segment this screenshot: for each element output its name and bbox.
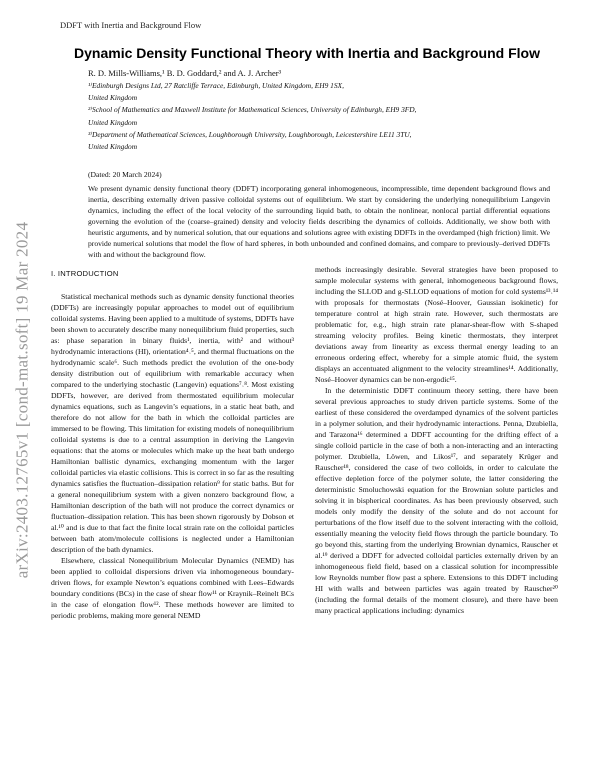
- affiliation-line: United Kingdom: [88, 142, 138, 152]
- body-paragraph: In the deterministic DDFT continuum theory setting, there have been several previous approaches to study driven particle systems. Some of the earliest of these considered the overdamped dynamics of the solvent particles in a polymer solution, and their hydrodynamic interactions. Penna, Dzubiella, and Tarazona¹⁶ determined a DDFT accounting for the drifting effect of a single colloid particle in the case of both a non-interacting and an interacting polymer. Dzubiella, Löwen, and Likos¹⁷, and separately Krüger and Rauscher¹⁸, considered the case of two colloids, in order to calculate the effective depletion force of the polymer solute, the latter considering the deterministic Smoluchowski equation for the Brownian solute particles and solving it in bispherical coordinates. As has been previously observed, such models only modify the density of the solute and do not account for perturbations of the flow itself due to the solvent interacting with the colloid, essentially meaning the velocity field flows through the particle boundary. To go beyond this, starting from the underlying Brownian dynamics, Rauscher et al.¹⁹ derived a DDFT for advected colloidal particles externally driven by an inhomogeneous field field, based on a classical solution for incompressible low Reynolds number flow past a sphere. Extensions to this DDFT including HI with walls and between particles was again treated by Rauscher²⁰ (including the formal details of the moment closure), and there have been many practical applications including: dynamics: [315, 386, 558, 615]
- affiliation-line: ¹⁾Edinburgh Designs Ltd, 27 Ratcliffe Terrace, Edinburgh, United Kingdom, EH9 1SX,: [88, 81, 344, 90]
- arxiv-identifier-stamp: [4, 120, 40, 680]
- body-paragraph: methods increasingly desirable. Several strategies have been proposed to sample molecular systems with general, inhomogeneous background flows, including the SLLOD and g-SLLOD equations of motion for cold systems¹³˒¹⁴ with proposals for thermostats (Nosé–Hoover, Gaussian isokinetic) for temperature control at high strain rate. However, such thermostats are problematic for, e.g., high strain rate planar-shear-flow with S-shaped streaming velocity profiles. Being kinetic thermostats, they interpret deviations away from linearity as excess thermal energy leading to an erroneous ordering effect, whereby for a simple atomic fluid, the system displays an accentuated alignment to the velocity streamlines¹⁴. Additionally, Nosé–Hoover dynamics can be non-ergodic¹⁵.: [315, 265, 558, 384]
- author-list: R. D. Mills-Williams,¹ B. D. Goddard,² and A. J. Archer³: [88, 68, 282, 78]
- affiliation-line: ³⁾Department of Mathematical Sciences, Loughborough University, Loughborough, Leicestershire LE11 3TU,: [88, 129, 412, 139]
- affiliation-line: United Kingdom: [88, 117, 138, 127]
- body-paragraph: Elsewhere, classical Nonequilibrium Molecular Dynamics (NEMD) has been applied to colloidal dispersions driven via inhomogeneous boundary-driven flows, for example Newton’s equations combined with Lees–Edwards boundary conditions (BCs) in the case of shear flow¹¹ or Kraynik–Reinelt BCs in the case of elongation flow¹². These methods however are limited to periodic problems, making more general NEMD: [51, 556, 294, 620]
- left-column: [51, 264, 294, 621]
- affiliations: [88, 80, 548, 153]
- abstract: We present dynamic density functional theory (DDFT) incorporating general inhomogeneous, incompressible, time dependent background flows and inertia, describing externally driven passive colloidal systems out of equilibrium. We start by considering the underlying nonequilibrium Langevin dynamics, including the effect of the local velocity of the surrounding liquid bath, to obtain the nonlinear, nonlocal partial differential equations governing the evolution of the (coarse–grained) density and velocity fields describing the dynamics of colloids. Additionally, we show both with heuristic arguments, and by numerical solution, that our equations and solutions agree with existing DDFTs in the overdamped (high friction) limit. We provide numerical solutions that model the flow of hard spheres, in both unbounded and confined domains, and compare to previously–derived DDFTs with and without the background flow.: [88, 184, 550, 259]
- arxiv-identifier-text: arXiv:2403.12765v1 [cond-mat.soft] 19 Mar 2024: [12, 221, 32, 579]
- dated-line: (Dated: 20 March 2024): [88, 170, 162, 179]
- affiliation-line: ²⁾School of Mathematics and Maxwell Institute for Mathematical Sciences, University of Edinburgh, EH9 3FD,: [88, 105, 417, 115]
- body-paragraph: Statistical mechanical methods such as dynamic density functional theories (DDFTs) are increasingly popular approaches to model out of equilibrium colloidal systems. Having been applied to a multitude of systems, DDFTs have been shown to accurately describe many nonequilibrium fluid properties, such as: phase separation in binary fluids¹, inertia, with² and without³ hydrodynamic interactions (HI), orientation⁴˒⁵, and thermal fluctuations on the hydrodynamic scale⁶. Such methods predict the evolution of the one-body density distribution out of equilibrium with remarkable accuracy when compared to the underlying stochastic (Langevin) equations⁷˒⁸. Most existing DDFTs, however, are derived from thermostated equilibrium molecular dynamics equations, such as Langevin’s equations, in a static heat bath, and therefore do not allow for the bath in which the colloidal particles are immersed to be flowing. This limitation for existing models of nonequilibrium colloidal systems is due to a central assumption in deriving the Langevin equations: that the atoms or molecules which make up the heat bath undergo Hamiltonian ballistic dynamics, exchanging momentum with the larger colloidal particles via elastic collisions. This is correct in so far as the resulting dynamics satisfies the fluctuation–dissipation relation⁹ for static baths. But for a general nonequilibrium system with a given nonzero background flow, a Hamiltonian description of the bath will not produce the correct dynamics or fluctuation–dissipation relation. This has been shown rigorously by Dobson et al.¹⁰ and is due to that fact the finite local strain rate on the colloidal particles between bath atom/molecule collisions is neglected under a Hamiltonian description of the bath dynamics.: [51, 292, 294, 554]
- affiliation-line: United Kingdom: [88, 93, 138, 103]
- section-heading: I. INTRODUCTION: [51, 269, 119, 278]
- right-column: [315, 264, 558, 616]
- running-head: DDFT with Inertia and Background Flow: [60, 20, 202, 30]
- paper-title: Dynamic Density Functional Theory with Inertia and Background Flow: [74, 45, 540, 61]
